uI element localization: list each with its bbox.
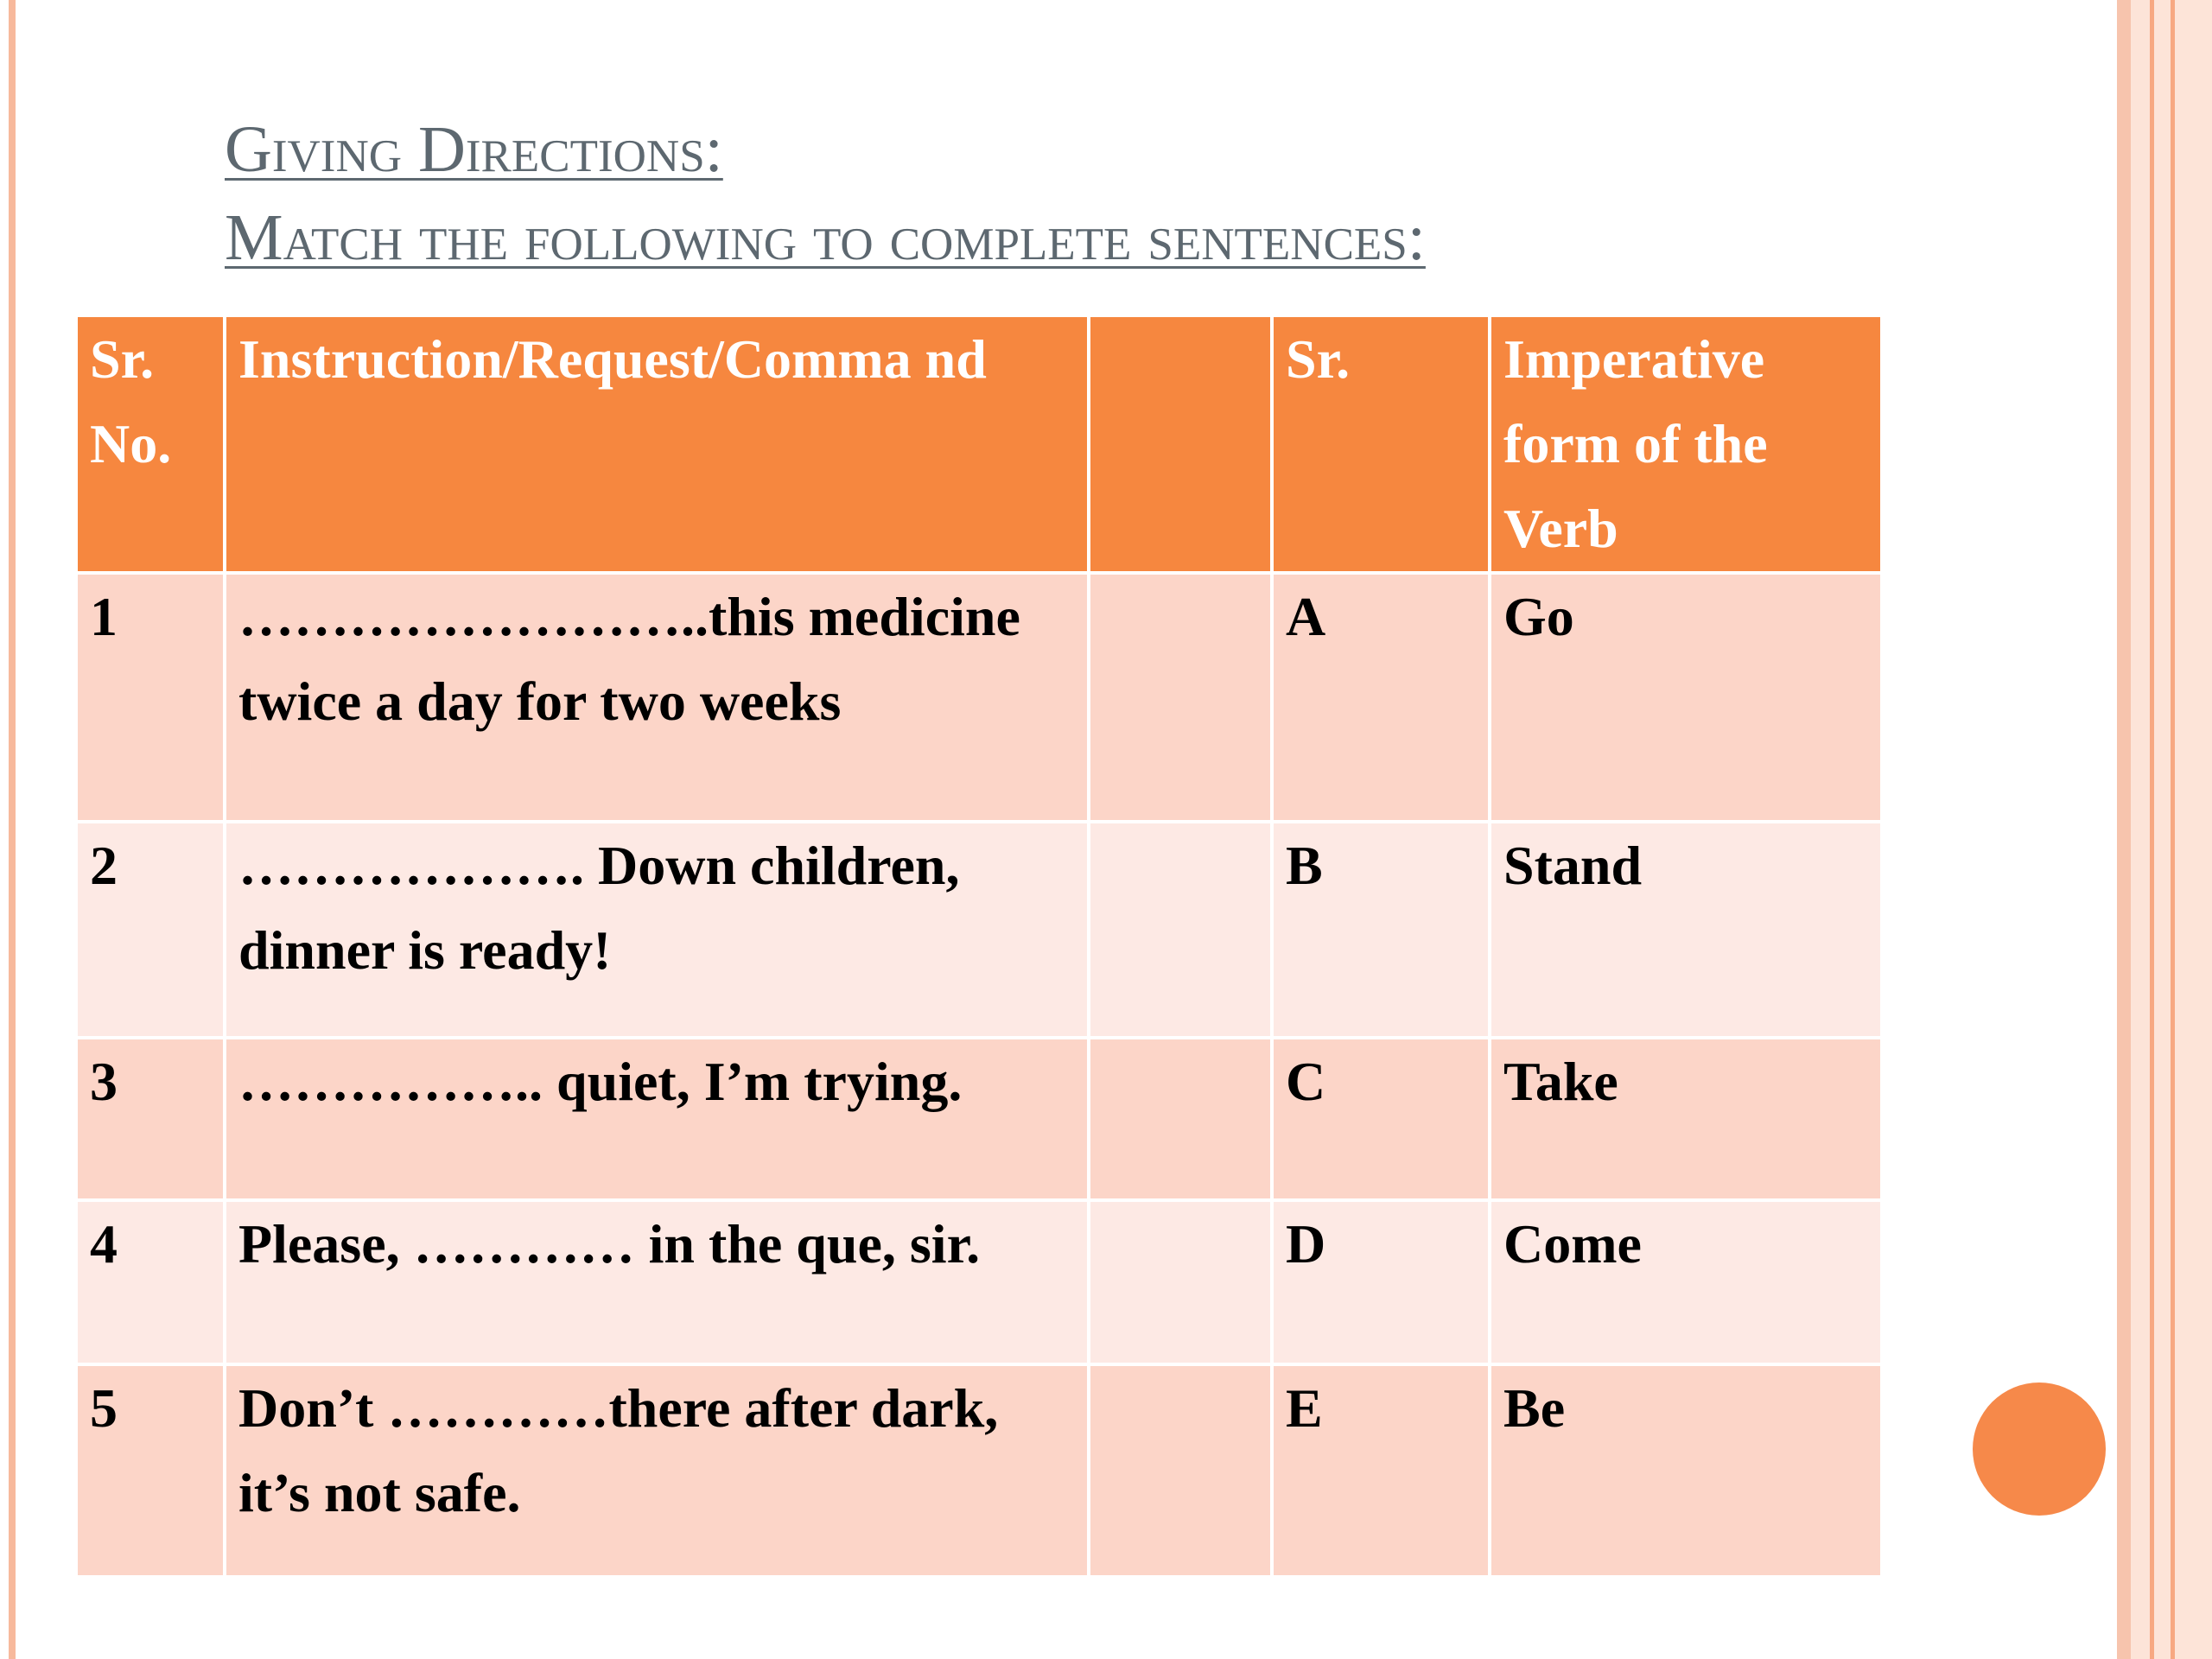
right-border-line bbox=[2171, 0, 2175, 1659]
row-sr: E bbox=[1272, 1364, 1490, 1577]
header-sr-no: Sr. No. bbox=[76, 315, 225, 573]
row-verb: Come bbox=[1490, 1200, 1882, 1364]
table-row bbox=[76, 1200, 1882, 1364]
decorative-circle bbox=[1973, 1382, 2106, 1516]
title-line-2: Match the following to complete sentences: bbox=[225, 201, 1426, 274]
header-blank bbox=[1089, 315, 1272, 573]
row-blank bbox=[1089, 1364, 1272, 1577]
table-header-row bbox=[76, 315, 1882, 573]
row-blank bbox=[1089, 573, 1272, 822]
table-row bbox=[76, 822, 1882, 1038]
header-imperative: Imperative form of the Verb bbox=[1490, 315, 1882, 573]
matching-table bbox=[74, 314, 1884, 1579]
title-line-1: Giving Directions: bbox=[225, 113, 723, 186]
row-blank bbox=[1089, 1200, 1272, 1364]
row-number: 1 bbox=[76, 573, 225, 822]
header-instruction: Instruction/Request/Comma nd bbox=[225, 315, 1089, 573]
row-verb: Take bbox=[1490, 1038, 1882, 1200]
table-row bbox=[76, 1364, 1882, 1577]
row-instruction: …………….. quiet, I’m trying. bbox=[225, 1038, 1089, 1200]
slide-title bbox=[225, 105, 1426, 282]
row-number: 3 bbox=[76, 1038, 225, 1200]
row-instruction: ……………………..this medicine twice a day for two weeks bbox=[225, 573, 1089, 822]
row-blank bbox=[1089, 822, 1272, 1038]
header-sr: Sr. bbox=[1272, 315, 1490, 573]
row-verb: Go bbox=[1490, 573, 1882, 822]
row-blank bbox=[1089, 1038, 1272, 1200]
row-number: 5 bbox=[76, 1364, 225, 1577]
row-number: 2 bbox=[76, 822, 225, 1038]
row-verb: Stand bbox=[1490, 822, 1882, 1038]
row-sr: C bbox=[1272, 1038, 1490, 1200]
right-border-line bbox=[2150, 0, 2154, 1659]
row-verb: Be bbox=[1490, 1364, 1882, 1577]
row-sr: B bbox=[1272, 822, 1490, 1038]
right-border-stripe bbox=[2117, 0, 2131, 1659]
row-sr: D bbox=[1272, 1200, 1490, 1364]
row-instruction: Don’t …………there after dark, it’s not safe. bbox=[225, 1364, 1089, 1577]
row-number: 4 bbox=[76, 1200, 225, 1364]
row-instruction: Please, ………… in the que, sir. bbox=[225, 1200, 1089, 1364]
table-row bbox=[76, 573, 1882, 822]
row-sr: A bbox=[1272, 573, 1490, 822]
left-border-stripe bbox=[9, 0, 16, 1659]
row-instruction: ………………. Down children, dinner is ready! bbox=[225, 822, 1089, 1038]
table-row bbox=[76, 1038, 1882, 1200]
